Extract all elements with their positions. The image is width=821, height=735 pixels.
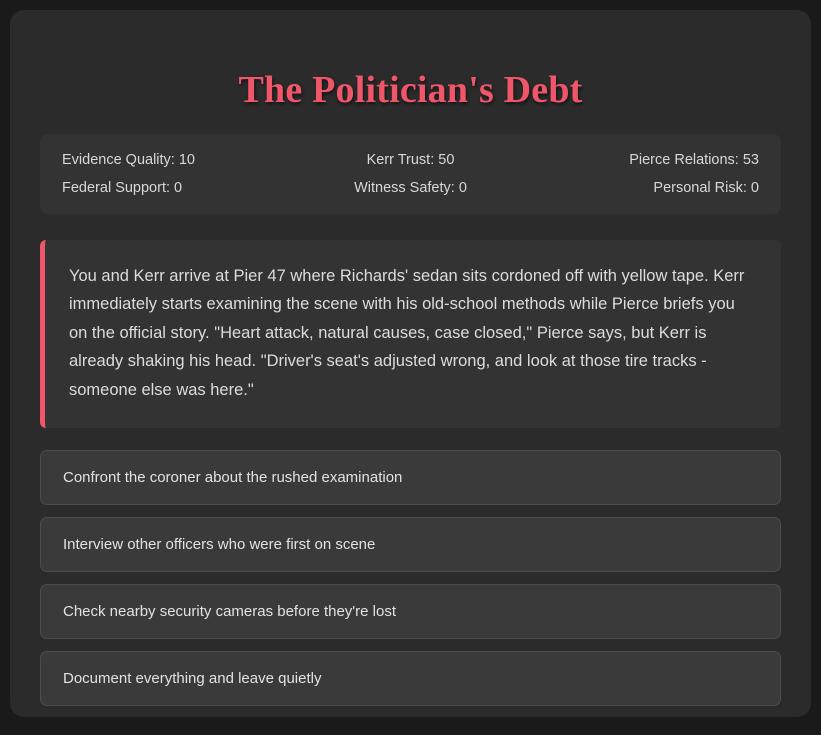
page-title: The Politician's Debt xyxy=(238,69,583,111)
story-text: You and Kerr arrive at Pier 47 where Richards' sedan sits cordoned off with yellow tape. Kerr immediately starts examining the scene with his old-school methods while Pierce briefs you on the official story. "Heart attack, natural causes, case closed," Pierce says, but Kerr is already shaking his head. "Driver's seat's adjusted wrong, and look at those tire tracks - someone else was here." xyxy=(69,267,745,399)
stat-federal-support: Federal Support: 0 xyxy=(62,180,183,196)
choice-button-4[interactable]: Document everything and leave quietly xyxy=(40,651,781,706)
stat-kerr-trust: Kerr Trust: 50 xyxy=(366,152,455,168)
story-text-panel xyxy=(40,240,781,428)
choice-button-1[interactable]: Confront the coroner about the rushed examination xyxy=(40,450,781,505)
story-card xyxy=(10,10,811,717)
stat-witness-safety: Witness Safety: 0 xyxy=(354,180,467,196)
stat-personal-risk: Personal Risk: 0 xyxy=(653,180,759,196)
stat-pierce-relations: Pierce Relations: 53 xyxy=(629,152,759,168)
stats-panel xyxy=(40,134,781,214)
choice-button-3[interactable]: Check nearby security cameras before they're lost xyxy=(40,584,781,639)
stat-evidence-quality: Evidence Quality: 10 xyxy=(62,152,195,168)
choices-list xyxy=(40,450,781,706)
choice-button-2[interactable]: Interview other officers who were first on scene xyxy=(40,517,781,572)
